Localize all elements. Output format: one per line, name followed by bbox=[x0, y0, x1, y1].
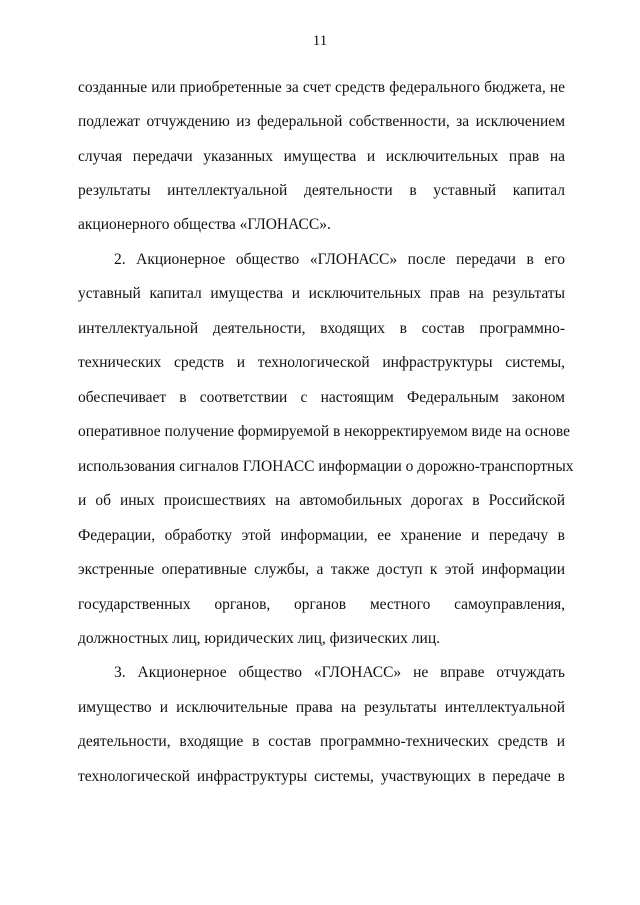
text-line: обеспечивает в соответствии с настоящим Федеральным законом bbox=[78, 389, 565, 406]
page-number: 11 bbox=[312, 33, 328, 49]
text-line: уставный капитал имущества и исключительных прав на результаты bbox=[78, 285, 565, 302]
text-line: Федерации, обработку этой информации, ее хранение и передачу в bbox=[78, 527, 565, 544]
paragraph-3-first-line: 3. Акционерное общество «ГЛОНАСС» не вправе отчуждать bbox=[114, 664, 565, 681]
text-line: технических средств и технологической инфраструктуры системы, bbox=[78, 354, 565, 371]
text-line: и об иных происшествиях на автомобильных дорогах в Российской bbox=[78, 492, 565, 509]
text-line: технологической инфраструктуры системы, участвующих в передаче в bbox=[78, 768, 565, 785]
text-line: интеллектуальной деятельности, входящих в состав программно- bbox=[78, 320, 565, 337]
text-line: подлежат отчуждению из федеральной собственности, за исключением bbox=[78, 113, 565, 130]
text-line: результаты интеллектуальной деятельности в уставный капитал bbox=[78, 182, 565, 199]
text-line: должностных лиц, юридических лиц, физических лиц. bbox=[78, 630, 440, 647]
paragraph-2-first-line: 2. Акционерное общество «ГЛОНАСС» после передачи в его bbox=[114, 251, 565, 268]
text-line: деятельности, входящие в состав программно-технических средств и bbox=[78, 733, 565, 750]
text-line: случая передачи указанных имущества и исключительных прав на bbox=[78, 148, 565, 165]
text-line: акционерного общества «ГЛОНАСС». bbox=[78, 216, 331, 233]
text-line: использования сигналов ГЛОНАСС информации о дорожно-транспортных bbox=[78, 458, 574, 475]
text-line: созданные или приобретенные за счет средств федерального бюджета, не bbox=[78, 79, 565, 96]
text-line: оперативное получение формируемой в некорректируемом виде на основе bbox=[78, 423, 571, 440]
text-line: государственных органов, органов местного самоуправления, bbox=[78, 596, 565, 613]
text-line: имущество и исключительные права на результаты интеллектуальной bbox=[78, 699, 565, 716]
text-line: экстренные оперативные службы, а также доступ к этой информации bbox=[78, 561, 565, 578]
